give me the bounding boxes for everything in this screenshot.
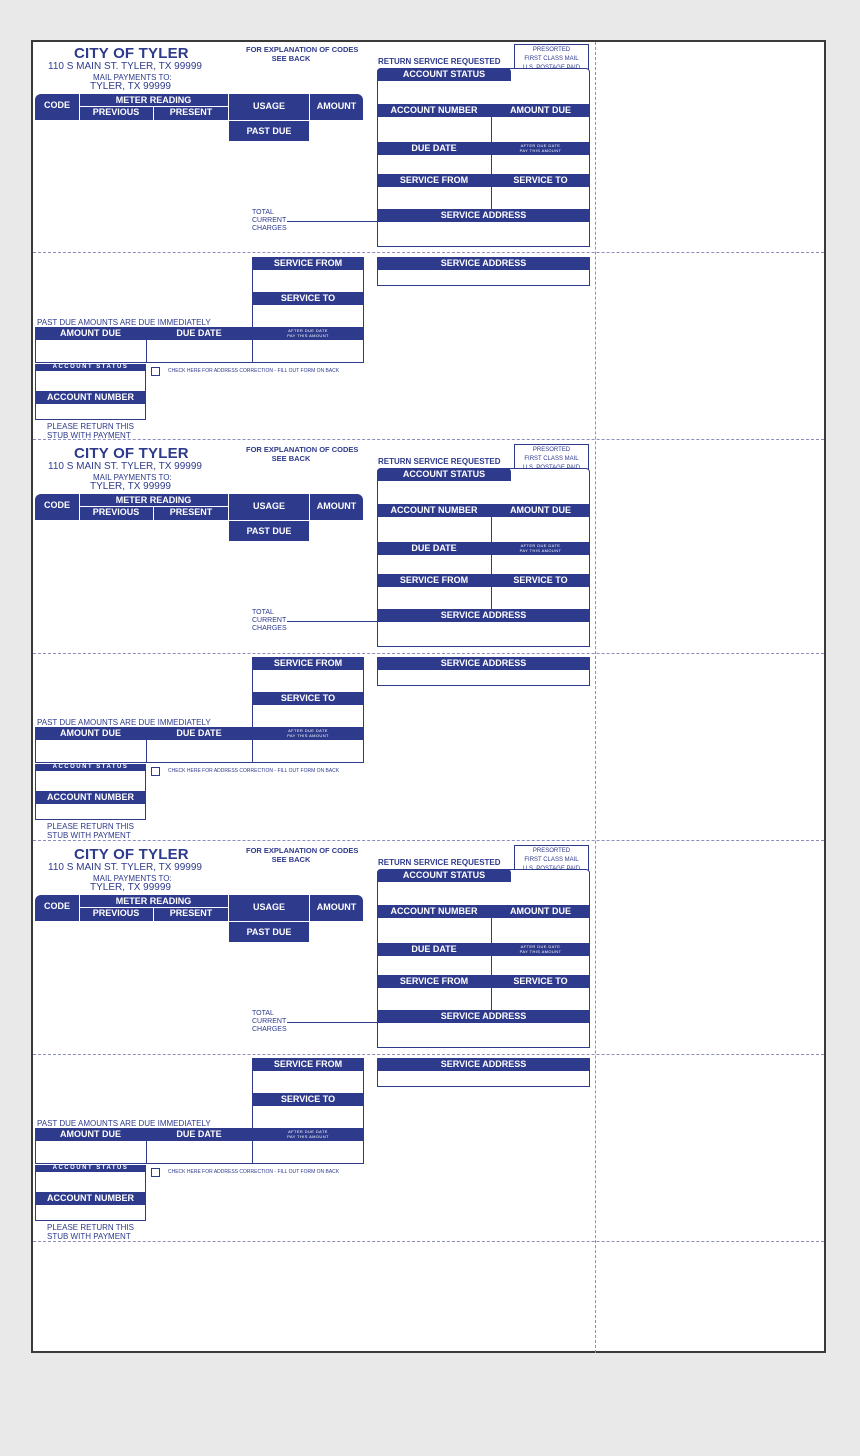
stub-amount-due-label: AMOUNT DUE [60,1129,121,1139]
total-label-line3: CHARGES [252,625,287,632]
bill-section [33,442,593,843]
address-correction-text: CHECK HERE FOR ADDRESS CORRECTION - FILL OUT FORM ON BACK [168,368,340,374]
amount-due-label: AMOUNT DUE [510,906,571,916]
total-label-line3: CHARGES [252,1026,287,1033]
field-divider [491,504,492,544]
stub-after-due-line2: PAY THIS AMOUNT [287,1134,329,1139]
usage-header: USAGE [252,501,285,511]
present-header: PRESENT [169,107,213,117]
address-correction-text: CHECK HERE FOR ADDRESS CORRECTION - FILL OUT FORM ON BACK [168,1169,340,1175]
bill-section [33,42,593,443]
stub-account-status-box [35,771,146,793]
past-due-label: PAST DUE [229,121,309,141]
stub-due-date-label: DUE DATE [176,328,222,338]
stub-after-due-line1: AFTER DUE DATE [288,328,328,333]
stub-amount-due-label: AMOUNT DUE [60,728,121,738]
city-address: 110 S MAIN ST. TYLER, TX 99999 [48,862,202,873]
account-number-label: ACCOUNT NUMBER [390,105,478,115]
service-to-label: SERVICE TO [513,976,568,986]
stub-service-address-label: SERVICE ADDRESS [377,657,590,670]
service-to-label: SERVICE TO [513,175,568,185]
account-number-label: ACCOUNT NUMBER [390,906,478,916]
after-due-date-line1: AFTER DUE DATE [520,543,561,548]
field-divider [491,574,492,611]
past-due-label: PAST DUE [229,922,309,942]
account-status-label: ACCOUNT STATUS [377,68,511,81]
field-divider [491,174,492,211]
amount-due-label: AMOUNT DUE [510,505,571,515]
after-due-date-line1: AFTER DUE DATE [520,143,561,148]
postage-line: PRESORTED [532,447,571,453]
after-due-date-line2: PAY THIS AMOUNT [519,548,562,553]
total-label-line1: TOTAL [252,609,274,616]
past-due-notice: PAST DUE AMOUNTS ARE DUE IMMEDIATELY [37,1119,211,1128]
return-service-requested: RETURN SERVICE REQUESTED [378,858,501,867]
explanation-line1: FOR EXPLANATION OF CODES [246,45,359,54]
mail-payments-label: MAIL PAYMENTS TO: [93,874,172,883]
total-label-line3: CHARGES [252,225,287,232]
stub-account-status-box [35,1172,146,1194]
city-name: CITY OF TYLER [74,45,189,62]
due-date-label: DUE DATE [411,543,457,553]
total-leader-line [287,621,377,622]
account-number-label: ACCOUNT NUMBER [390,505,478,515]
previous-header: PREVIOUS [92,107,140,117]
address-correction-checkbox-icon[interactable] [151,1168,160,1177]
mail-city: TYLER, TX 99999 [90,81,171,92]
after-due-date-line1: AFTER DUE DATE [520,944,561,949]
past-due-notice: PAST DUE AMOUNTS ARE DUE IMMEDIATELY [37,718,211,727]
explanation-line1: FOR EXPLANATION OF CODES [246,846,359,855]
amount-header: AMOUNT [316,101,357,111]
field-divider [252,1128,253,1164]
stub-after-due-line1: AFTER DUE DATE [288,1129,328,1134]
stub-account-number-label: ACCOUNT NUMBER [35,791,146,804]
stub-service-address-label: SERVICE ADDRESS [377,1058,590,1071]
service-from-label: SERVICE FROM [399,175,469,185]
amount-header: AMOUNT [316,501,357,511]
return-stub-line2: STUB WITH PAYMENT [47,431,131,440]
stub-service-from-label: SERVICE FROM [252,657,364,670]
utility-bill-sheet [31,40,826,1353]
stub-after-due-line2: PAY THIS AMOUNT [287,333,329,338]
account-status-label: ACCOUNT STATUS [377,468,511,481]
field-divider [252,727,253,763]
stub-service-from-label: SERVICE FROM [252,257,364,270]
total-label-line1: TOTAL [252,1010,274,1017]
total-leader-line [287,1022,377,1023]
return-stub-line2: STUB WITH PAYMENT [47,831,131,840]
explanation-line2: SEE BACK [271,454,311,463]
city-address: 110 S MAIN ST. TYLER, TX 99999 [48,461,202,472]
explanation-line2: SEE BACK [271,54,311,63]
stub-account-number-label: ACCOUNT NUMBER [35,391,146,404]
field-divider [491,104,492,144]
field-divider [491,142,492,176]
total-label-line2: CURRENT [252,617,287,624]
mail-payments-label: MAIL PAYMENTS TO: [93,73,172,82]
return-stub-line1: PLEASE RETURN THIS [47,822,134,831]
explanation-line2: SEE BACK [271,855,311,864]
after-due-date-line2: PAY THIS AMOUNT [519,949,562,954]
postage-line: FIRST CLASS MAIL [524,456,579,462]
present-header: PRESENT [169,908,213,918]
address-correction-checkbox-icon[interactable] [151,767,160,776]
account-status-label: ACCOUNT STATUS [377,869,511,882]
return-stub-line2: STUB WITH PAYMENT [47,1232,131,1241]
stub-after-due-line1: AFTER DUE DATE [288,728,328,733]
stub-service-to-label: SERVICE TO [252,1093,364,1106]
stub-amount-due-label: AMOUNT DUE [60,328,121,338]
vertical-perforation [595,42,596,1353]
field-divider [146,727,147,763]
field-divider [491,975,492,1012]
return-stub-line1: PLEASE RETURN THIS [47,1223,134,1232]
total-label-line2: CURRENT [252,1018,287,1025]
field-divider [491,542,492,576]
code-header: CODE [43,500,70,510]
service-address-label: SERVICE ADDRESS [377,209,590,222]
return-service-requested: RETURN SERVICE REQUESTED [378,57,501,66]
meter-reading-header: METER READING [115,495,192,505]
service-from-label: SERVICE FROM [399,976,469,986]
due-date-label: DUE DATE [411,944,457,954]
stub-service-to-label: SERVICE TO [252,292,364,305]
city-name: CITY OF TYLER [74,846,189,863]
address-correction-checkbox-icon[interactable] [151,367,160,376]
stub-account-status-label: ACCOUNT STATUS [35,1165,146,1172]
stub-after-due-line2: PAY THIS AMOUNT [287,733,329,738]
code-header: CODE [43,901,70,911]
postage-line: PRESORTED [532,848,571,854]
stub-service-address-label: SERVICE ADDRESS [377,257,590,270]
meter-reading-header: METER READING [115,95,192,105]
after-due-date-line2: PAY THIS AMOUNT [519,148,562,153]
return-service-requested: RETURN SERVICE REQUESTED [378,457,501,466]
previous-header: PREVIOUS [92,908,140,918]
service-from-label: SERVICE FROM [399,575,469,585]
stub-account-status-box [35,371,146,393]
total-label-line1: TOTAL [252,209,274,216]
stub-account-status-label: ACCOUNT STATUS [35,764,146,771]
field-divider [491,943,492,977]
field-divider [491,905,492,945]
stub-service-to-label: SERVICE TO [252,692,364,705]
service-address-label: SERVICE ADDRESS [377,1010,590,1023]
city-name: CITY OF TYLER [74,445,189,462]
service-address-label: SERVICE ADDRESS [377,609,590,622]
usage-header: USAGE [252,101,285,111]
postage-line: FIRST CLASS MAIL [524,857,579,863]
total-label-line2: CURRENT [252,217,287,224]
address-correction-text: CHECK HERE FOR ADDRESS CORRECTION - FILL OUT FORM ON BACK [168,768,340,774]
bill-section [33,843,593,1244]
meter-reading-header: METER READING [115,896,192,906]
return-stub-line1: PLEASE RETURN THIS [47,422,134,431]
service-to-label: SERVICE TO [513,575,568,585]
field-divider [146,327,147,363]
explanation-line1: FOR EXPLANATION OF CODES [246,445,359,454]
code-header: CODE [43,100,70,110]
field-divider [252,327,253,363]
amount-due-label: AMOUNT DUE [510,105,571,115]
postage-line: PRESORTED [532,47,571,53]
stub-service-from-label: SERVICE FROM [252,1058,364,1071]
past-due-notice: PAST DUE AMOUNTS ARE DUE IMMEDIATELY [37,318,211,327]
present-header: PRESENT [169,507,213,517]
usage-header: USAGE [252,902,285,912]
previous-header: PREVIOUS [92,507,140,517]
amount-header: AMOUNT [316,902,357,912]
stub-account-number-label: ACCOUNT NUMBER [35,1192,146,1205]
stub-account-status-label: ACCOUNT STATUS [35,364,146,371]
stub-due-date-label: DUE DATE [176,1129,222,1139]
field-divider [146,1128,147,1164]
stub-due-date-label: DUE DATE [176,728,222,738]
mail-city: TYLER, TX 99999 [90,882,171,893]
past-due-label: PAST DUE [229,521,309,541]
city-address: 110 S MAIN ST. TYLER, TX 99999 [48,61,202,72]
due-date-label: DUE DATE [411,143,457,153]
total-leader-line [287,221,377,222]
mail-payments-label: MAIL PAYMENTS TO: [93,473,172,482]
postage-line: FIRST CLASS MAIL [524,56,579,62]
mail-city: TYLER, TX 99999 [90,481,171,492]
